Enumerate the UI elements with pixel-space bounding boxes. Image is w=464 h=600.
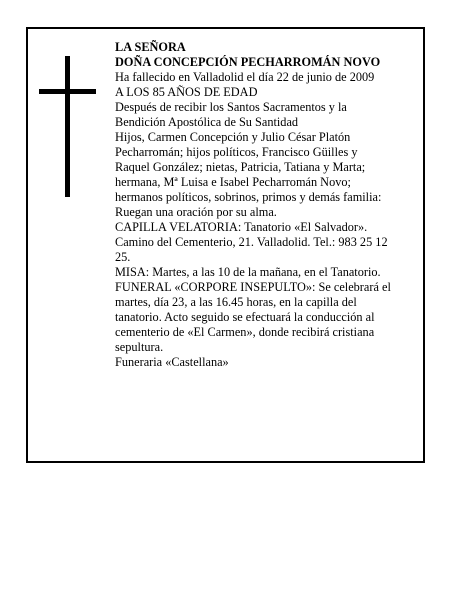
obituary-notice [26, 27, 425, 463]
text-line: A LOS 85 AÑOS DE EDAD [115, 85, 258, 99]
text-line: Ruegan una oración por su alma. [115, 205, 277, 219]
text-line: Camino del Cementerio, 21. Valladolid. Tel.: 983 25 12 [115, 235, 388, 249]
text-line: Después de recibir los Santos Sacramentos y la [115, 100, 347, 114]
text-line: Raquel González; nietas, Patricia, Tatiana y Marta; [115, 160, 366, 174]
notice-text [115, 40, 427, 370]
text-line: martes, día 23, a las 16.45 horas, en la capilla del [115, 295, 357, 309]
text-line: CAPILLA VELATORIA: Tanatorio «El Salvador». [115, 220, 368, 234]
text-line: Ha fallecido en Valladolid el día 22 de junio de 2009 [115, 70, 375, 84]
text-line: Hijos, Carmen Concepción y Julio César Platón [115, 130, 351, 144]
text-line: MISA: Martes, a las 10 de la mañana, en el Tanatorio. [115, 265, 381, 279]
text-line: hermanos políticos, sobrinos, primos y demás familia: [115, 190, 382, 204]
text-line: sepultura. [115, 340, 164, 354]
text-line: Pecharromán; hijos políticos, Francisco Güilles y [115, 145, 358, 159]
cross-icon [65, 56, 70, 197]
text-line: hermana, Mª Luisa e Isabel Pecharromán Novo; [115, 175, 351, 189]
title-line: LA SEÑORA [115, 40, 186, 54]
deceased-name: DOÑA CONCEPCIÓN PECHARROMÁN NOVO [115, 55, 381, 69]
text-line: Funeraria «Castellana» [115, 355, 229, 369]
text-line: tanatorio. Acto seguido se efectuará la conducción al [115, 310, 375, 324]
text-line: FUNERAL «CORPORE INSEPULTO»: Se celebrará el [115, 280, 391, 294]
cross-icon-crossbar [39, 89, 96, 94]
text-line: 25. [115, 250, 131, 264]
text-line: cementerio de «El Carmen», donde recibirá cristiana [115, 325, 375, 339]
text-line: Bendición Apostólica de Su Santidad [115, 115, 299, 129]
